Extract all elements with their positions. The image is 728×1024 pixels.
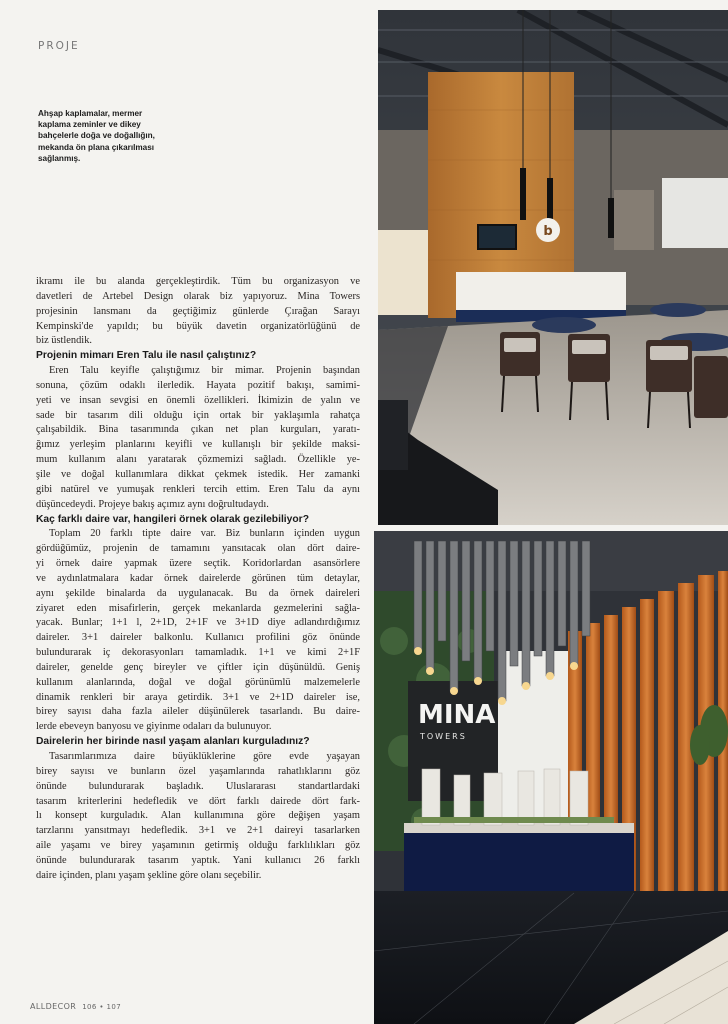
photo-caption [38,108,198,164]
page-footer [30,1002,121,1011]
text-line: Eren Talu keyifle çalıştığımız bir mimar. Projenin başından [49,365,360,377]
sign-subtitle: TOWERS [420,732,467,741]
lounge-photo [378,10,728,525]
text-line: önünde bulundurarak tasarım yaptık. Yani kullanıcı 26 farklı [36,854,360,866]
lobby-model-photo [374,531,728,1024]
page-numbers: 106 • 107 [82,1003,122,1011]
text-line: ikramı ile bu alanda gerçekleştirdik. Tüm bu organizasyon ve [36,276,360,287]
text-line: önünde bulundurarak başladık. Uluslararası standartlardaki [36,780,360,792]
text-line: daire içinden, planı yaşam şekline göre olanı seçebilir. [36,869,262,881]
text-line: tarzlarını yansıtmayı hedefledik. 3+1 ve 2+1 daireyi tasarlarken [36,825,360,837]
magazine-name: ALLDECOR [30,1002,77,1011]
caption-line: mekanda ön plana çıkarılması [38,142,155,152]
caption-line: sağlanmış. [38,153,81,163]
text-line: şile ve doğal kullanımlara dikkat çekmek istedik. Her zamanki [36,468,360,480]
text-line: ziyaret eden misafirlerin, gerçek mekanlarda gezmelerini sağla- [36,602,360,614]
question-heading: Dairelerin her birinde nasıl yaşam alanları kurguladınız? [36,736,310,748]
text-line: aile yaşamı ve birey yaşamının getirmiş olduğu farklılıkları göz [36,840,360,852]
text-line: kullanım alanlarında, doğal ve doğal görünümlü malzemelerle [36,676,360,688]
caption-line: Ahşap kaplamalar, mermer [38,109,143,118]
text-line: birey sayısı daha fazla aileler düşünülerek tasarlandı. Bu daire- [36,706,360,718]
text-line: gördüğümüz, projenin de tamamını yansıtacak olan dört daire- [36,543,360,555]
text-line: yi örnek daire yapmak üzere seçtik. Koridorlardan asansörlere [36,558,360,570]
bench-logo-icon: b [543,224,553,239]
text-line: aynı şekilde binalarda da uygulanacak. Bu da örnek daireleri [36,587,360,599]
caption-line: kaplama zeminler ve dikey [38,120,141,130]
text-line: daireler. 3+1 daireler balkonlu. Kullanıcı profilini göz önünde [36,632,360,644]
article-body [36,275,360,884]
text-line: Kempinski'de yapıldı; bu büyük davetin organizatörlüğünü de [36,320,360,332]
text-line: düşüncedeydi. Projeye bakış açımız aynı doğrultudaydı. [36,498,269,510]
text-line: tasarım kriterlerini hedefledik ve dört farklı dairede dört fark- [36,795,360,807]
text-line: ve aydınlatmalara kadar örnek dairelerde görünen tüm detaylar, [36,572,360,584]
text-line: birey sayısı ve bunların özel yaşamlarında rahatlıklarını göz [36,765,360,777]
text-line: lerde ebeveyn banyosu ve giyinme odaları da bulunuyor. [36,721,272,733]
text-line: yeti ve insan sevgisi en önemli özellikleri. İkimizin de yalın ve [36,394,360,406]
text-line: Toplam 20 farklı tipte daire var. Biz bunların içinden uygun [49,528,360,540]
text-line: Tasarımlarımıza daire büyüklüklerine göre evde yaşayan [49,751,360,762]
sign-title: MINA [418,700,496,730]
text-line: yacak. Bunlar; 1+1 l, 2+1D, 2+1F ve 3+1D diye adlandırdığımız [36,617,360,629]
text-line: lı konsept kurguladık. Alan kullanımına göre değişen yaşam [36,810,360,822]
text-line: projesinin lansmanı da geçtiğimiz günlerde Çırağan Sarayı [36,305,360,317]
text-line: sade bir tasarım dili olduğu için ortak bir yaklaşımla rahatça [36,409,360,421]
text-line: dinamik renkleri bir araya getirdik. 3+1 ve 2+1D daireler ise, [36,691,360,703]
text-line: biz üstlendik. [36,335,92,347]
question-heading: Projenin mimarı Eren Talu ile nasıl çalıştınız? [36,350,257,362]
text-line: ğımız yerleşim planlarını keyifli ve kullanışlı bir şekilde maksi- [36,439,360,451]
section-label: PROJE [38,40,80,52]
text-line: mum kullanım alanı yaratarak çözmemizi sağladı. Özellikle ye- [36,454,360,466]
text-line: daireler, genelde genç bireyler ve çiftler için düşünüldü. Geniş [36,661,360,673]
text-line: sonuna, çözüm odaklı ilerledik. Hayata pozitif bakışı, samimi- [36,379,360,391]
text-line: davetleri de Artebel Design olarak biz yapıyoruz. Mina Towers [36,290,360,302]
text-line: bulundurarak iç dekorasyonları tamamladık. 1+1 ve kimi 2+1F [36,647,360,659]
caption-line: bahçelerle doğa ve doğallığın, [38,131,155,141]
question-heading: Kaç farklı daire var, hangileri örnek olarak gezilebiliyor? [36,513,309,525]
text-line: çalışabildik. Bina tasarımında çıkan net plan kurguları, yaratı- [36,424,360,436]
text-line: gibi natürel ve yumuşak renkleri tercih ettim. Eren Talu da aynı [36,483,360,495]
